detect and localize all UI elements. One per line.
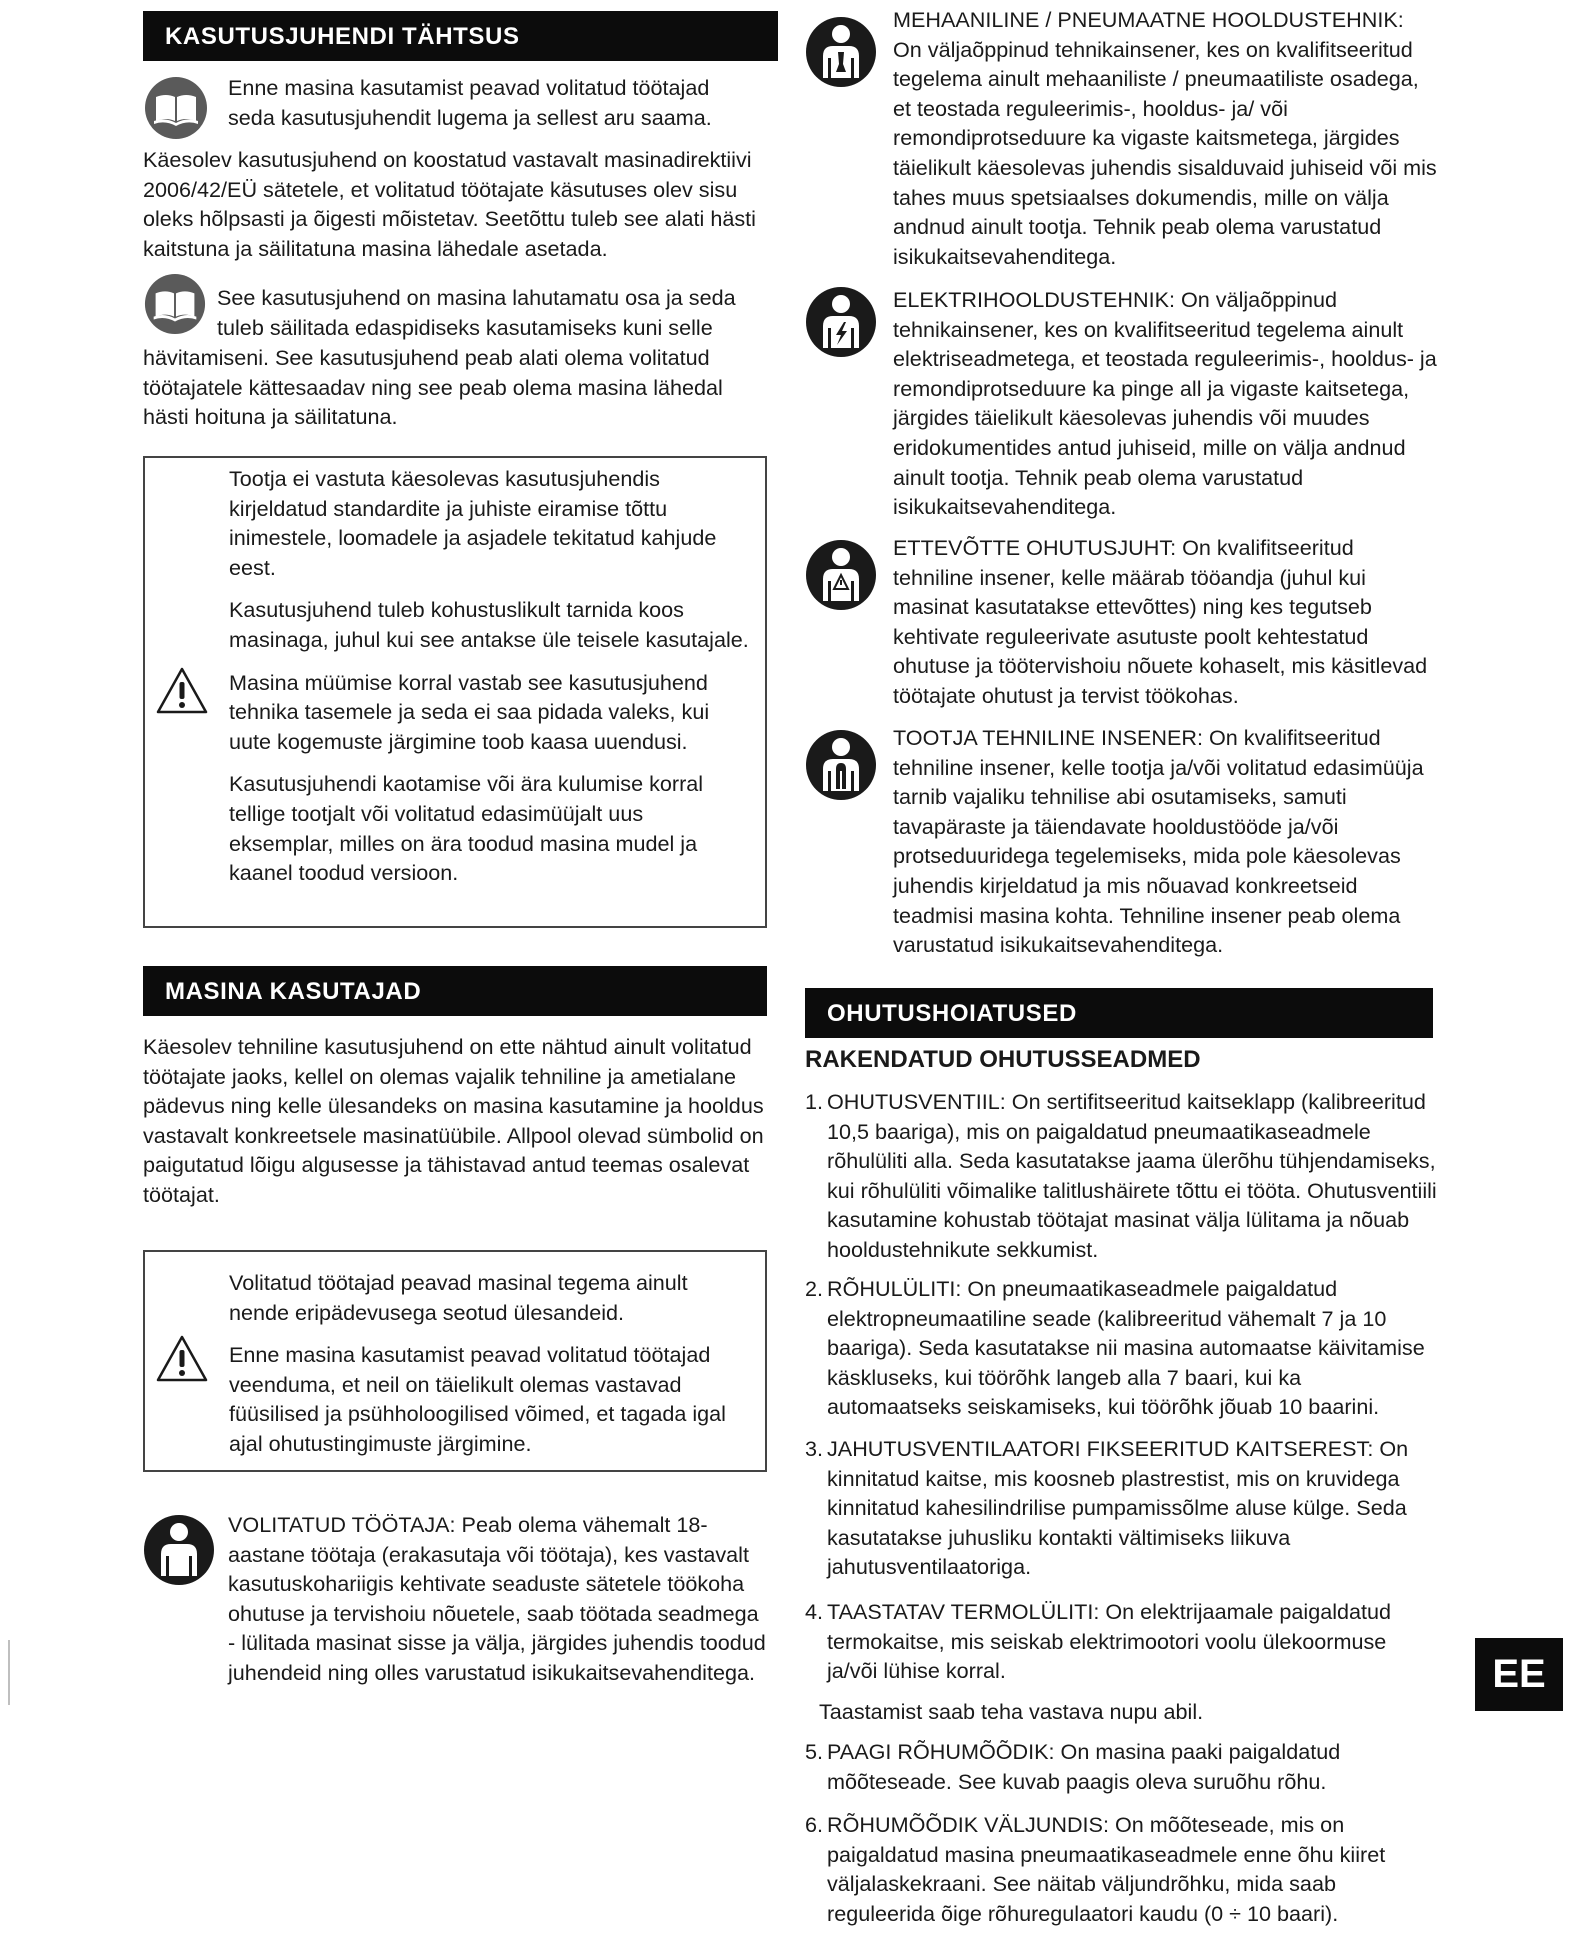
- state-of-art-paragraph: Masina müümise korral vastab see kasutusjuhend tehnika tasemele ja seda ei saa pidada valeks, kui uute kogemuste järgimine toob kaasa uuendusi.: [229, 669, 710, 754]
- list-item: [805, 1737, 1440, 1796]
- book-icon: [143, 272, 207, 336]
- list-item: [805, 1597, 1440, 1686]
- fitness-paragraph: Enne masina kasutamist peavad volitatud töötajad veenduma, et neil on täielikult olemas vastavad füüsilised ja psühholoogilised võimed, et tagada igal ajal ohutustingimuste järgimine.: [229, 1342, 726, 1456]
- lost-manual-paragraph: Kasutusjuhendi kaotamise või ära kulumise korral tellige tootjalt või volitatud edasimüüjalt uus eksemplar, milles on ära toodud masina mudel ja kaanel toodud versioon.: [229, 771, 704, 886]
- liability-notice-box: [143, 456, 767, 928]
- manual-directive-paragraph: Käesolev kasutusjuhend on koostatud vastavalt masinadirektiivi 2006/42/EÜ sätetele, et volitatud töötajate käsutuses olev sisu oleks hõlpsasti ja õigesti mõistetav. Seetõttu tuleb see alati hästi kaitstuna ja säilitatuna masina lähedale asetada.: [143, 147, 756, 261]
- manufacturer-engineer-paragraph: TOOTJA TEHNILINE INSENER: On kvalifitseeritud tehniline insener, kelle tootja ja/või volitatud edasimüüja tarnib vajaliku tehnilise abi osutamiseks, samuti tavapäraste ja täiendavate hooldustööde ja/või protseduuridega tegelemiseks, mida pole käesolevas juhendis kirjeldatud ja mis nõuavad konkreetseid teadmisi masina kohta. Tehniline insener peab olema varustatud isikukaitsevahenditega.: [893, 725, 1424, 958]
- list-item-text: TAASTATAV TERMOLÜLITI: On elektrijaamale paigaldatud termokaitse, mis seiskab elektrimootori voolu ülekoormuse ja/või lühise korral.: [827, 1599, 1392, 1684]
- manufacturer-engineer-person-icon: [805, 725, 877, 803]
- list-item: [805, 1810, 1440, 1928]
- mechanic-paragraph: MEHAANILINE / PNEUMAATNE HOOLDUSTEHNIK: On väljaõppinud tehnikainsener, kes on kvalifitseeritud tegelema ainult mehaaniliste / pneumaatiliste osadega, et teostada reguleerimis-, hooldus- ja/ või remondiprotseduure ka vigaste kaitsmetega, järgides täielikult käesolevas juhendis sisalduvaid juhiseid või mis tahes muus spetsiaalses dokumendis, mille on välja andnud ainult tootja. Tehnik peab olema varustatud isikukaitsevahenditega.: [893, 7, 1437, 269]
- list-item-text: JAHUTUSVENTILAATORI FIKSEERITUD KAITSEREST: On kinnitatud kaitse, mis koosneb plastrestist, mis on kruvidega kinnitatud kahesilindrilise pumpamissõlme aluse külge. Seda kasutatakse juhusliku kontakti vältimiseks liikuva jahutusventilaatoriga.: [827, 1436, 1409, 1580]
- list-item-number: 3.: [805, 1436, 824, 1461]
- list-item-number: 2.: [805, 1276, 824, 1301]
- electrician-paragraph: ELEKTRIHOOLDUSTEHNIK: On väljaõppinud tehnikainsener, kes on kvalifitseeritud tegelema ainult elektriseadmetega, et teostada reguleerimis-, hooldus- ja remondiprotseduure ka pinge all ja vigaste kaitsetega, järgides täielikult käesolevas juhendis või muudes eridokumentides antud juhiseid, mille on välja andnud ainult tootja. Tehnik peab olema varustatud isikukaitsevahenditega.: [893, 287, 1437, 520]
- electrician-person-icon: [805, 282, 877, 360]
- handover-paragraph: Kasutusjuhend tuleb kohustuslikult tarnida koos masinaga, juhul kui see antakse üle teisele kasutajale.: [229, 597, 749, 652]
- list-item: [805, 1434, 1440, 1582]
- list-item-text: PAAGI RÕHUMÕÕDIK: On masina paaki paigaldatud mõõteseade. See kuvab paagis oleva suruõhu rõhu.: [827, 1739, 1341, 1794]
- manual-keep-notice-b: hävitamiseni. See kasutusjuhend peab alati olema volitatud töötajatele kättesaadav ning see peab olema masina lähedal hästi hoituna ja säilitatuna.: [143, 345, 723, 430]
- operator-paragraph: VOLITATUD TÖÖTAJA: Peab olema vähemalt 18-aastane töötaja (erakasutaja või töötaja), kes vastavalt kasutuskohariigis kehtivate seaduste sätetele töökoha ohutuse ja tervishoiu nõuetele, saab töötada seadmega - lülitada masinat sisse ja välja, järgides juhendis toodud juhendeid ning olles varustatud isikukaitsevahenditega.: [228, 1512, 766, 1685]
- safety-devices-subtitle: RAKENDATUD OHUTUSSEADMED: [805, 1046, 1201, 1073]
- book-icon: [143, 75, 209, 141]
- section-header-manual-importance: KASUTUSJUHENDI TÄHTSUS: [143, 11, 778, 61]
- liability-paragraph: Tootja ei vastuta käesolevas kasutusjuhendis kirjeldatud standardite ja juhiste eiramise tõttu inimestele, loomadele ja asjadele tekitatud kahjude eest.: [229, 466, 717, 580]
- list-item: [805, 1087, 1440, 1265]
- reset-note: Taastamist saab teha vastava nupu abil.: [819, 1699, 1204, 1724]
- list-item-text: RÕHULÜLITI: On pneumaatikaseadmele paigaldatud elektropneumaatiline seade (kalibreeritud vähemalt 7 ja 10 baariga). Seda kasutatakse nii masina automaatse käivitamise käskluseks, kui töörõhk langeb alla 7 baari, kui ka automaatseks seiskamiseks, kui töörõhk jõuab 10 baarini.: [827, 1276, 1425, 1420]
- authorized-staff-box: [143, 1250, 767, 1472]
- warning-icon: [155, 666, 209, 721]
- operator-person-icon: [143, 1510, 215, 1588]
- language-tab: EE: [1475, 1638, 1563, 1711]
- page-edge-line: [8, 1640, 10, 1705]
- list-item-number: 5.: [805, 1739, 824, 1764]
- list-item-number: 6.: [805, 1812, 824, 1837]
- list-item-text: OHUTUSVENTIIL: On sertifitseeritud kaitseklapp (kalibreeritud 10,5 baariga), mis on paigaldatud pneumaatikaseadmele rõhulüliti alla. Seda kasutatakse jaama ülerõhu tühjendamiseks, kui rõhulüliti võimalike talitlushäirete tõttu ei tööta. Ohutusventiili kasutamine kohustab töötajat masinat välja lülitama ja nõuab hooldustehnikute sekkumist.: [827, 1089, 1437, 1262]
- safety-officer-paragraph: ETTEVÕTTE OHUTUSJUHT: On kvalifitseeritud tehniline insener, kelle määrab tööandja (juhul kui masinat kasutatakse ettevõttes) ning kes tegutseb kehtivate reguleerivate asutuste poolt kehtestatud ohutuse ja töötervishoiu nõuete kohaselt, mis käsitlevad töötajate ohutust ja tervist töökohas.: [893, 535, 1428, 708]
- users-intro-paragraph: Käesolev tehniline kasutusjuhend on ette nähtud ainult volitatud töötajate jaoks, kellel on olemas vajalik tehniline ja ametialane pädevus ning kelle ülesandeks on masina kasutamine ja hooldus vastavalt konkreetsele masinatüübile. Allpool olevad sümbolid on paigutatud lõigu algusesse ja tähistavad antud teemas osalevat töötajat.: [143, 1034, 764, 1207]
- list-item-number: 4.: [805, 1599, 824, 1624]
- section-header-safety-warnings: OHUTUSHOIATUSED: [805, 988, 1433, 1038]
- manual-keep-notice-a: See kasutusjuhend on masina lahutamatu osa ja seda tuleb säilitada edaspidiseks kasutamiseks kuni selle: [217, 285, 736, 340]
- manual-read-notice: Enne masina kasutamist peavad volitatud töötajad seda kasutusjuhendit lugema ja sellest aru saama.: [228, 75, 712, 130]
- list-item-number: 1.: [805, 1089, 824, 1114]
- competence-paragraph: Volitatud töötajad peavad masinal tegema ainult nende eripädevusega seotud ülesandeid.: [229, 1270, 688, 1325]
- section-header-machine-users: MASINA KASUTAJAD: [143, 966, 767, 1016]
- warning-icon: [155, 1334, 209, 1389]
- list-item-text: RÕHUMÕÕDIK VÄLJUNDIS: On mõõteseade, mis on paigaldatud masina pneumaatikaseadmele enne õhu kiiret väljalaskekraani. See näitab väljundrõhku, mida saab reguleerida õige rõhuregulaatori kaudu (0 ÷ 10 baari).: [827, 1812, 1386, 1926]
- mechanic-person-icon: [805, 12, 877, 90]
- safety-officer-person-icon: [805, 535, 877, 613]
- list-item: [805, 1274, 1440, 1422]
